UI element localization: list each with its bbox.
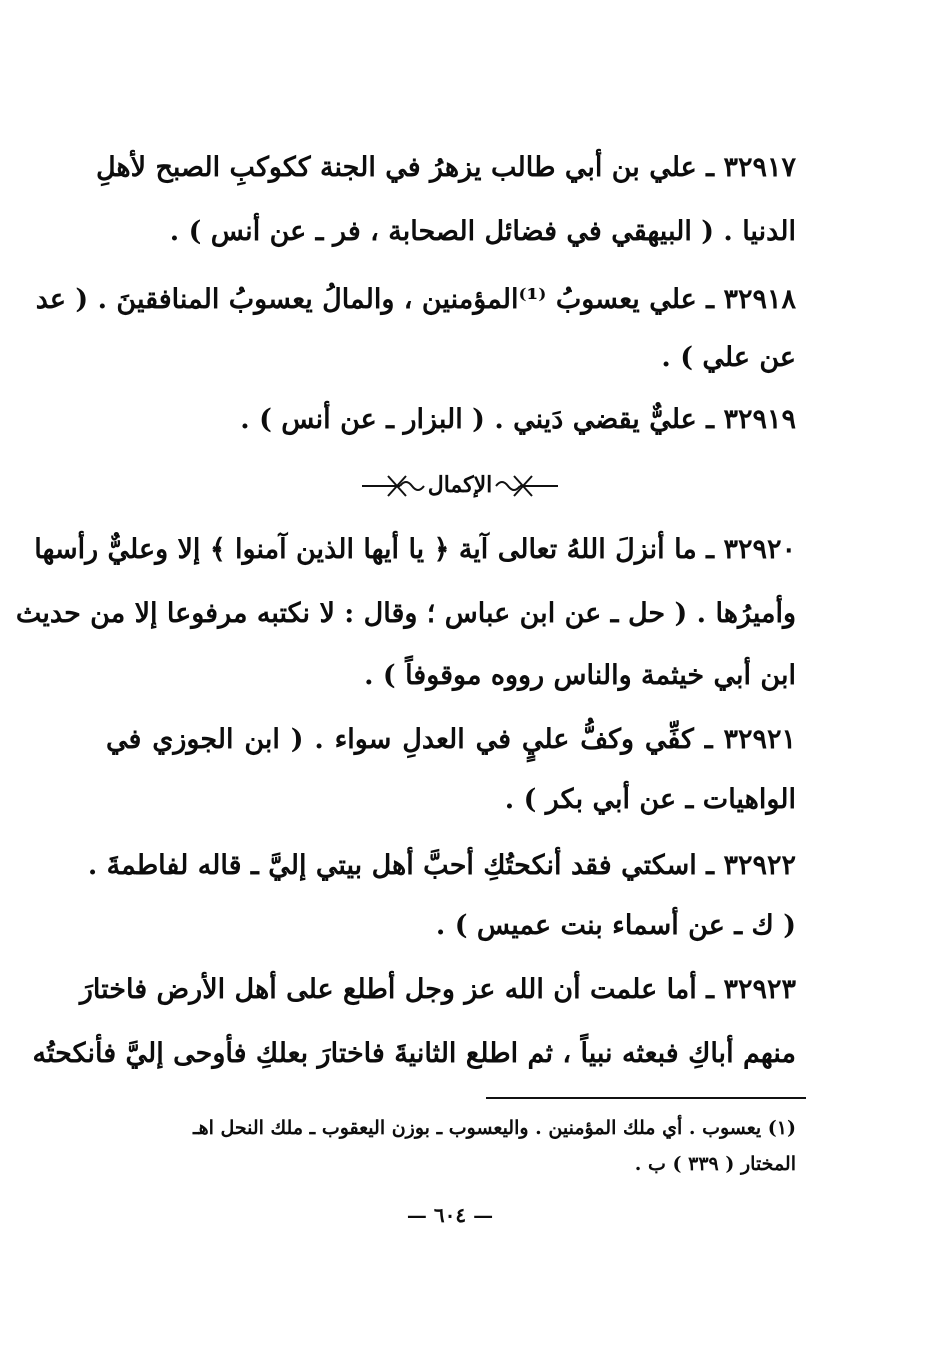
footnote-divider [486, 1097, 806, 1099]
section-heading: الإكمال [427, 472, 493, 498]
hadith-32922-line-1: ٣٢٩٢٢ ـ اسكتي فقد أنكحتُكِ أحبَّ أهل بيتي إليَّ ـ قاله لفاطمةَ . [87, 850, 796, 881]
hadith-32918-line-2: عن علي ) . [661, 342, 796, 373]
hadith-32918-line-1: ٣٢٩١٨ ـ علي يعسوبُ ⁽¹⁾المؤمنين ، والمالُ يعسوبُ المنافقينَ . ( عد [35, 284, 796, 315]
hadith-32920-line-2: وأميرُها . ( حل ـ عن ابن عباس ؛ وقال : لا نكتبه مرفوعا إلا من حديث [15, 598, 796, 629]
hadith-32919-line-1: ٣٢٩١٩ ـ عليٌّ يقضي دَيني . ( البزار ـ عن أنس ) . [240, 404, 796, 435]
footnote-line-2: المختار ( ٣٣٩ ) ب . [634, 1153, 796, 1175]
footnote-line-1: (١) يعسوب . أي ملك المؤمنين . واليعسوب ـ بوزن اليعقوب ـ ملك النحل اهـ [193, 1117, 796, 1139]
hadith-32917-line-2: الدنيا . ( البيهقي في فضائل الصحابة ، فر ـ عن أنس ) . [169, 216, 796, 247]
hadith-32923-line-1: ٣٢٩٢٣ ـ أما علمت أن الله عز وجل أطلع على أهل الأرض فاختارَ [79, 974, 796, 1005]
hadith-32923-line-2: منهم أباكِ فبعثه نبياً ، ثم اطلع الثانيةَ فاختارَ بعلكِ فأوحى إليَّ فأنكحتُه [32, 1038, 796, 1069]
hadith-32920-line-1: ٣٢٩٢٠ ـ ما أنزلَ اللهُ تعالى آية ﴿ يا أيها الذين آمنوا ﴾ إلا وعليٌّ رأسها [34, 534, 796, 565]
hadith-32921-line-1: ٣٢٩٢١ ـ كفِّي وكفُّ عليٍ في العدلِ سواء . ( ابن الجوزي في [106, 724, 796, 755]
hadith-32921-line-2: الواهيات ـ عن أبي بكر ) . [504, 784, 796, 815]
hadith-32920-line-3: ابن أبي خيثمة والناس رووه موقوفاً ) . [364, 660, 796, 691]
hadith-32922-line-2: ( ك ـ عن أسماء بنت عميس ) . [435, 910, 796, 941]
page-number: — ٦٠٤ — [406, 1203, 494, 1227]
hadith-32917-line-1: ٣٢٩١٧ ـ علي بن أبي طالب يزهرُ في الجنة ككوكبِ الصبح لأهلِ [95, 152, 796, 183]
